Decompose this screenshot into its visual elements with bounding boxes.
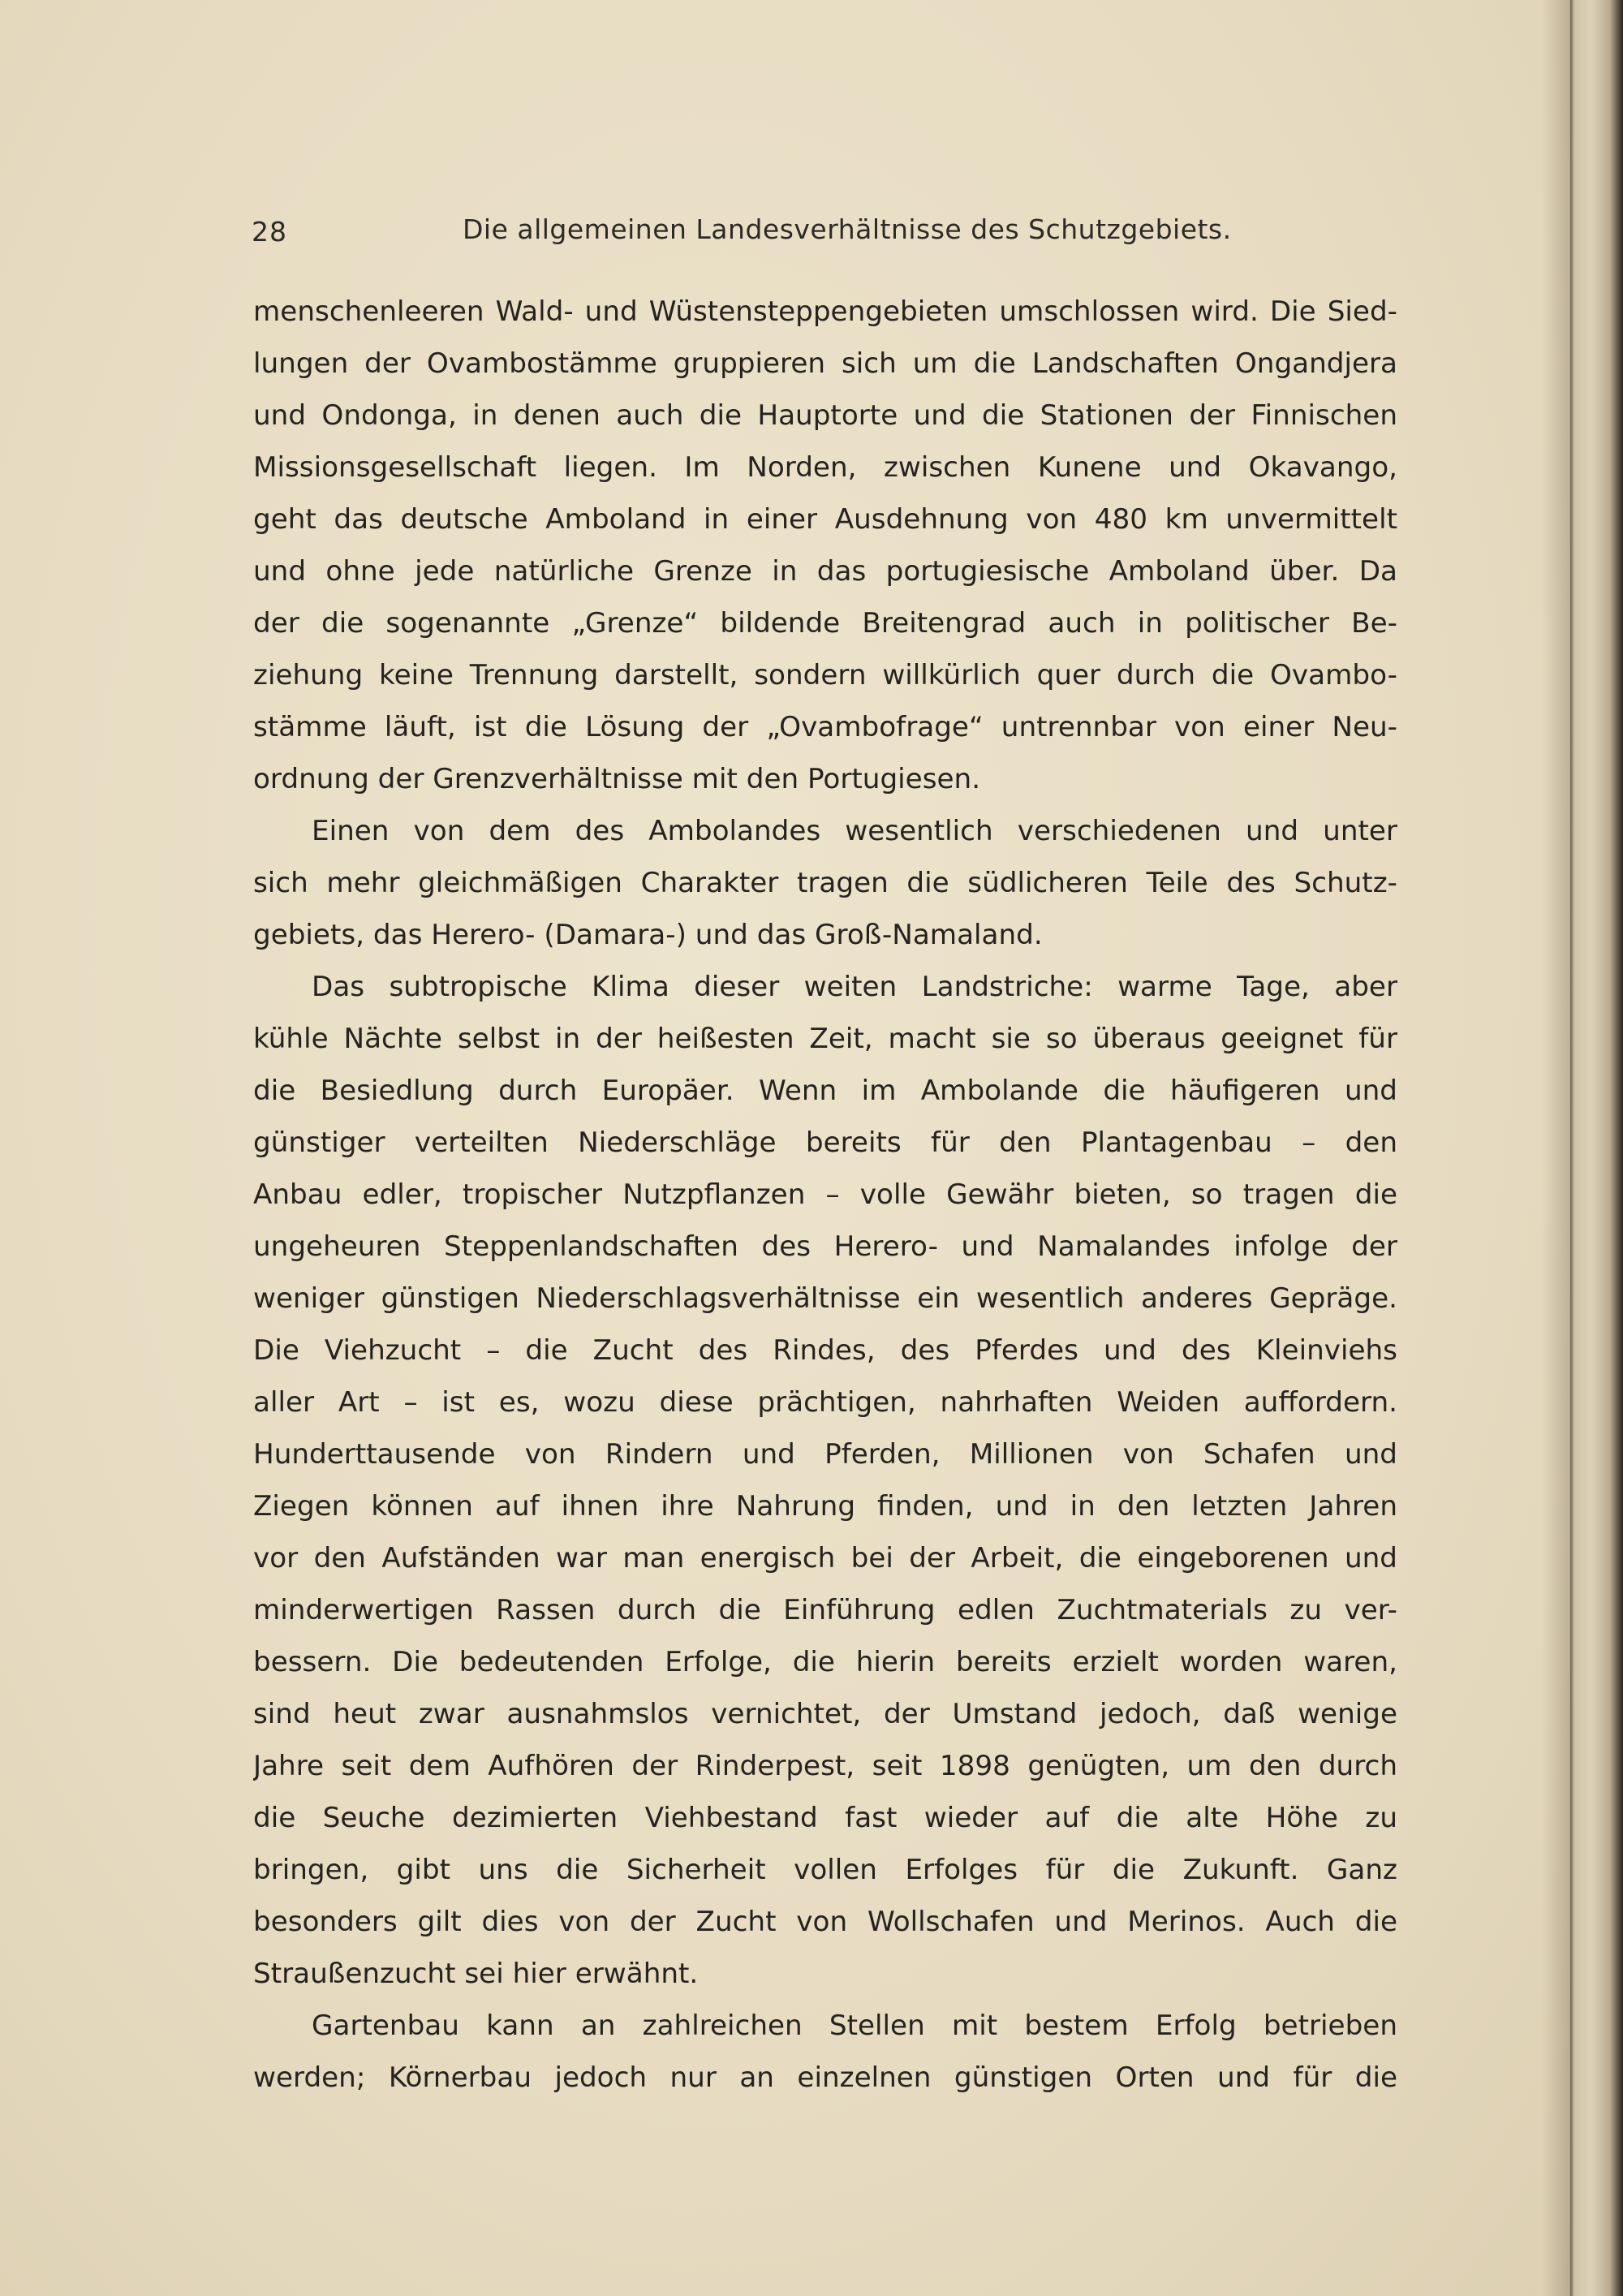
text-line: und ohne jede natürliche Grenze in das portugiesische Amboland über. Da [253, 555, 1397, 588]
text-line: Hunderttausende von Rindern und Pferden, Millionen von Schafen und [253, 1438, 1397, 1471]
book-edge [1570, 0, 1623, 2296]
paragraph [253, 286, 1397, 805]
text-line: kühle Nächte selbst in der heißesten Zeit, macht sie so überaus geeignet für [253, 1023, 1397, 1055]
text-line: die Seuche dezimierten Viehbestand fast wieder auf die alte Höhe zu [253, 1802, 1397, 1834]
text-line: geht das deutsche Amboland in einer Ausdehnung von 480 km unvermittelt [253, 503, 1397, 536]
text-line: lungen der Ovambostämme gruppieren sich um die Landschaften Ongandjera [253, 347, 1397, 380]
text-line: Gartenbau kann an zahlreichen Stellen mit bestem Erfolg betrieben [312, 2010, 1397, 2042]
text-line: Jahre seit dem Aufhören der Rinderpest, seit 1898 genügten, um den durch [253, 1750, 1397, 1782]
text-line: gebiets, das Herero- (Damara-) und das Groß-Namaland. [253, 919, 1043, 951]
text-line: weniger günstigen Niederschlagsverhältnisse ein wesentlich anderes Gepräge. [253, 1282, 1397, 1315]
text-line: besonders gilt dies von der Zucht von Wollschafen und Merinos. Auch die [253, 1906, 1397, 1938]
text-line: Das subtropische Klima dieser weiten Landstriche: warme Tage, aber [312, 971, 1397, 1003]
page-header [252, 209, 1404, 258]
text-line: werden; Körnerbau jedoch nur an einzelnen günstigen Orten und für die [253, 2061, 1397, 2094]
body-text [253, 286, 1397, 2104]
paragraph [253, 805, 1397, 961]
text-line: minderwertigen Rassen durch die Einführung edlen Zuchtmaterials zu ver- [253, 1594, 1397, 1626]
text-line: sich mehr gleichmäßigen Charakter tragen die südlicheren Teile des Schutz- [253, 867, 1397, 899]
text-line: günstiger verteilten Niederschläge bereits für den Plantagenbau – den [253, 1126, 1397, 1159]
text-line: menschenleeren Wald- und Wüstensteppengebieten umschlossen wird. Die Sied- [253, 295, 1397, 328]
text-line: stämme läuft, ist die Lösung der „Ovambofrage“ untrennbar von einer Neu- [253, 711, 1397, 743]
page-edge-shadow [1542, 0, 1573, 2296]
text-line: ungeheuren Steppenlandschaften des Herero- und Namalandes infolge der [253, 1230, 1397, 1263]
text-line: bessern. Die bedeutenden Erfolge, die hierin bereits erzielt worden waren, [253, 1646, 1397, 1678]
text-line: Ziegen können auf ihnen ihre Nahrung finden, und in den letzten Jahren [253, 1490, 1397, 1523]
paragraph [253, 2000, 1397, 2104]
text-line: vor den Aufständen war man energisch bei der Arbeit, die eingeborenen und [253, 1542, 1397, 1574]
text-line: der die sogenannte „Grenze“ bildende Breitengrad auch in politischer Be- [253, 607, 1397, 640]
text-line: Missionsgesellschaft liegen. Im Norden, zwischen Kunene und Okavango, [253, 451, 1397, 484]
text-line: Anbau edler, tropischer Nutzpflanzen – volle Gewähr bieten, so tragen die [253, 1178, 1397, 1211]
text-line: ziehung keine Trennung darstellt, sondern willkürlich quer durch die Ovambo- [253, 659, 1397, 691]
page-number: 28 [252, 216, 287, 248]
paragraph [253, 961, 1397, 2000]
running-title: Die allgemeinen Landesverhältnisse des Schutzgebiets. [463, 213, 1232, 245]
text-line: sind heut zwar ausnahmslos vernichtet, der Umstand jedoch, daß wenige [253, 1698, 1397, 1730]
text-line: Einen von dem des Ambolandes wesentlich verschiedenen und unter [312, 815, 1397, 847]
text-line: die Besiedlung durch Europäer. Wenn im Ambolande die häufigeren und [253, 1075, 1397, 1107]
text-line: und Ondonga, in denen auch die Hauptorte und die Stationen der Finnischen [253, 399, 1397, 432]
text-line: Straußenzucht sei hier erwähnt. [253, 1958, 699, 1990]
text-line: Die Viehzucht – die Zucht des Rindes, des Pferdes und des Kleinviehs [253, 1334, 1397, 1367]
text-line: ordnung der Grenzverhältnisse mit den Portugiesen. [253, 763, 981, 795]
text-line: aller Art – ist es, wozu diese prächtigen, nahrhaften Weiden auffordern. [253, 1386, 1397, 1419]
text-line: bringen, gibt uns die Sicherheit vollen Erfolges für die Zukunft. Ganz [253, 1854, 1397, 1886]
